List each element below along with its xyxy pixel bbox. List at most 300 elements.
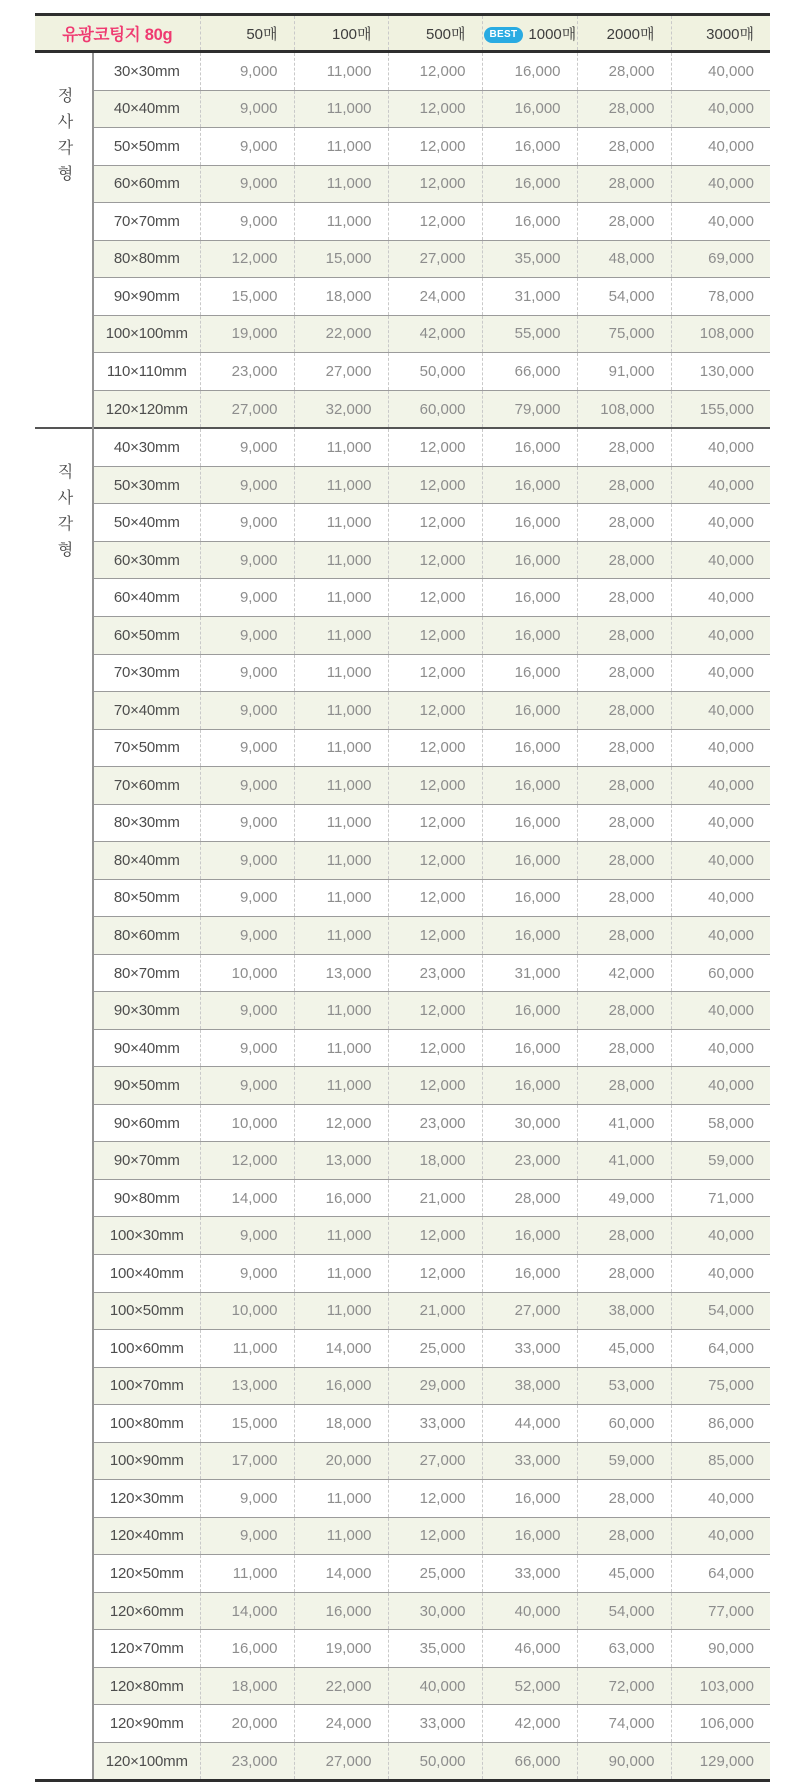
price-cell: 27,000 [482,1292,577,1330]
price-cell: 60,000 [388,390,482,428]
price-cell: 16,000 [482,203,577,241]
section-square [35,52,770,429]
price-cell: 9,000 [200,1517,294,1555]
price-cell: 16,000 [482,1217,577,1255]
table-row [35,390,770,428]
size-cell: 50×40mm [93,504,200,542]
price-cell: 11,000 [294,729,388,767]
size-cell: 70×30mm [93,654,200,692]
size-cell: 40×30mm [93,428,200,466]
table-row [35,240,770,278]
price-cell: 64,000 [671,1555,770,1593]
size-cell: 100×50mm [93,1292,200,1330]
table-row [35,1255,770,1293]
price-cell: 75,000 [671,1367,770,1405]
price-cell: 29,000 [388,1367,482,1405]
price-cell: 41,000 [577,1104,671,1142]
price-cell: 49,000 [577,1179,671,1217]
table-row [35,1330,770,1368]
size-cell: 90×60mm [93,1104,200,1142]
price-cell: 12,000 [388,203,482,241]
section-label-text: 직사각형 [55,463,72,568]
size-cell: 40×40mm [93,90,200,128]
table-row [35,692,770,730]
price-cell: 31,000 [482,278,577,316]
price-cell: 11,000 [294,466,388,504]
size-cell: 80×30mm [93,804,200,842]
price-cell: 27,000 [388,1442,482,1480]
table-row [35,992,770,1030]
price-cell: 28,000 [577,541,671,579]
price-cell: 28,000 [577,428,671,466]
price-cell: 12,000 [388,616,482,654]
table-row [35,165,770,203]
price-cell: 12,000 [388,879,482,917]
price-cell: 28,000 [577,1217,671,1255]
price-cell: 14,000 [200,1592,294,1630]
price-cell: 28,000 [577,1255,671,1293]
price-cell: 40,000 [671,579,770,617]
price-cell: 12,000 [388,917,482,955]
price-cell: 42,000 [388,315,482,353]
price-cell: 38,000 [577,1292,671,1330]
size-cell: 100×60mm [93,1330,200,1368]
price-cell: 9,000 [200,729,294,767]
price-cell: 38,000 [482,1367,577,1405]
price-cell: 14,000 [294,1555,388,1593]
price-cell: 9,000 [200,804,294,842]
price-cell: 12,000 [388,541,482,579]
size-cell: 30×30mm [93,52,200,91]
table-row [35,1667,770,1705]
price-cell: 16,000 [294,1592,388,1630]
price-cell: 9,000 [200,52,294,91]
price-cell: 19,000 [200,315,294,353]
price-cell: 40,000 [671,917,770,955]
size-cell: 90×80mm [93,1179,200,1217]
price-cell: 12,000 [388,804,482,842]
price-cell: 40,000 [671,1255,770,1293]
price-cell: 14,000 [200,1179,294,1217]
price-cell: 28,000 [577,842,671,880]
price-cell: 16,000 [482,579,577,617]
price-cell: 54,000 [577,1592,671,1630]
price-cell: 40,000 [671,692,770,730]
price-cell: 58,000 [671,1104,770,1142]
section-label [35,428,93,1781]
price-cell: 21,000 [388,1179,482,1217]
size-cell: 100×40mm [93,1255,200,1293]
price-cell: 9,000 [200,767,294,805]
price-cell: 33,000 [388,1705,482,1743]
price-cell: 9,000 [200,1029,294,1067]
price-cell: 40,000 [671,504,770,542]
price-cell: 12,000 [388,52,482,91]
price-cell: 18,000 [294,278,388,316]
size-cell: 120×120mm [93,390,200,428]
price-cell: 71,000 [671,1179,770,1217]
price-cell: 90,000 [671,1630,770,1668]
size-cell: 80×60mm [93,917,200,955]
price-cell: 11,000 [294,992,388,1030]
price-cell: 53,000 [577,1367,671,1405]
price-cell: 30,000 [388,1592,482,1630]
price-cell: 28,000 [577,917,671,955]
price-cell: 11,000 [294,90,388,128]
price-cell: 12,000 [388,654,482,692]
price-cell: 130,000 [671,353,770,391]
price-cell: 11,000 [294,1029,388,1067]
price-cell: 40,000 [671,203,770,241]
size-cell: 80×50mm [93,879,200,917]
price-cell: 9,000 [200,879,294,917]
price-cell: 16,000 [200,1630,294,1668]
price-cell: 11,000 [294,428,388,466]
price-cell: 16,000 [482,128,577,166]
size-cell: 90×40mm [93,1029,200,1067]
price-cell: 40,000 [671,842,770,880]
price-cell: 40,000 [671,616,770,654]
table-row [35,917,770,955]
price-cell: 12,000 [388,579,482,617]
size-cell: 120×30mm [93,1480,200,1518]
price-cell: 12,000 [388,128,482,166]
price-cell: 27,000 [294,1742,388,1781]
price-cell: 40,000 [671,992,770,1030]
price-cell: 11,000 [294,203,388,241]
price-cell: 11,000 [294,52,388,91]
price-cell: 14,000 [294,1330,388,1368]
price-cell: 11,000 [200,1330,294,1368]
size-cell: 80×70mm [93,954,200,992]
price-cell: 90,000 [577,1742,671,1781]
table-row [35,1067,770,1105]
price-cell: 25,000 [388,1555,482,1593]
price-cell: 9,000 [200,1067,294,1105]
price-cell: 11,000 [294,579,388,617]
price-cell: 21,000 [388,1292,482,1330]
price-cell: 40,000 [482,1592,577,1630]
price-cell: 28,000 [577,804,671,842]
price-cell: 28,000 [482,1179,577,1217]
price-cell: 24,000 [294,1705,388,1743]
price-cell: 9,000 [200,203,294,241]
price-cell: 16,000 [294,1179,388,1217]
price-cell: 9,000 [200,654,294,692]
price-cell: 72,000 [577,1667,671,1705]
size-cell: 60×60mm [93,165,200,203]
price-cell: 28,000 [577,504,671,542]
price-cell: 9,000 [200,842,294,880]
price-cell: 16,000 [482,541,577,579]
price-cell: 12,000 [388,729,482,767]
price-cell: 12,000 [388,992,482,1030]
price-cell: 9,000 [200,165,294,203]
price-cell: 12,000 [388,428,482,466]
price-cell: 9,000 [200,128,294,166]
price-cell: 28,000 [577,879,671,917]
table-row [35,1217,770,1255]
product-title: 유광코팅지 80g [35,15,200,52]
size-cell: 100×80mm [93,1405,200,1443]
price-cell: 66,000 [482,353,577,391]
price-cell: 50,000 [388,1742,482,1781]
price-cell: 86,000 [671,1405,770,1443]
price-cell: 16,000 [482,842,577,880]
price-cell: 78,000 [671,278,770,316]
size-cell: 70×60mm [93,767,200,805]
price-cell: 11,000 [294,128,388,166]
price-cell: 9,000 [200,579,294,617]
price-cell: 12,000 [388,90,482,128]
price-cell: 12,000 [388,165,482,203]
price-cell: 40,000 [671,1067,770,1105]
table-row [35,541,770,579]
column-header-1000 [482,15,577,52]
price-cell: 16,000 [482,992,577,1030]
price-cell: 16,000 [482,165,577,203]
price-cell: 60,000 [577,1405,671,1443]
price-cell: 40,000 [671,1217,770,1255]
price-cell: 48,000 [577,240,671,278]
price-cell: 12,000 [200,1142,294,1180]
table-row [35,1480,770,1518]
size-cell: 70×40mm [93,692,200,730]
price-cell: 108,000 [577,390,671,428]
price-cell: 69,000 [671,240,770,278]
price-cell: 40,000 [388,1667,482,1705]
price-cell: 12,000 [200,240,294,278]
table-row [35,1555,770,1593]
price-cell: 11,000 [294,879,388,917]
price-cell: 11,000 [294,917,388,955]
price-cell: 40,000 [671,52,770,91]
price-cell: 28,000 [577,579,671,617]
price-cell: 10,000 [200,1292,294,1330]
price-cell: 16,000 [482,1029,577,1067]
size-cell: 120×80mm [93,1667,200,1705]
size-cell: 110×110mm [93,353,200,391]
price-cell: 12,000 [388,692,482,730]
price-cell: 16,000 [482,90,577,128]
price-cell: 28,000 [577,654,671,692]
price-cell: 50,000 [388,353,482,391]
price-cell: 52,000 [482,1667,577,1705]
price-cell: 32,000 [294,390,388,428]
price-cell: 9,000 [200,1480,294,1518]
price-cell: 33,000 [482,1555,577,1593]
price-cell: 28,000 [577,1029,671,1067]
price-cell: 18,000 [294,1405,388,1443]
price-cell: 17,000 [200,1442,294,1480]
price-cell: 10,000 [200,954,294,992]
price-cell: 23,000 [200,1742,294,1781]
size-cell: 120×50mm [93,1555,200,1593]
price-cell: 11,000 [294,504,388,542]
price-cell: 11,000 [294,692,388,730]
header-row [35,15,770,52]
table-row [35,1367,770,1405]
price-cell: 63,000 [577,1630,671,1668]
price-cell: 75,000 [577,315,671,353]
price-cell: 12,000 [388,1255,482,1293]
table-row [35,504,770,542]
price-cell: 16,000 [482,729,577,767]
price-cell: 41,000 [577,1142,671,1180]
section-label-text: 정사각형 [55,87,72,191]
price-cell: 11,000 [294,804,388,842]
price-cell: 23,000 [200,353,294,391]
price-cell: 16,000 [482,879,577,917]
section-rectangle [35,428,770,1781]
price-cell: 30,000 [482,1104,577,1142]
table-row [35,353,770,391]
table-row [35,804,770,842]
price-cell: 40,000 [671,804,770,842]
size-cell: 100×90mm [93,1442,200,1480]
column-header-100: 100매 [294,15,388,52]
table-row [35,767,770,805]
price-cell: 16,000 [294,1367,388,1405]
size-cell: 100×30mm [93,1217,200,1255]
price-cell: 9,000 [200,1255,294,1293]
price-cell: 16,000 [482,917,577,955]
price-cell: 64,000 [671,1330,770,1368]
price-cell: 9,000 [200,541,294,579]
price-cell: 85,000 [671,1442,770,1480]
price-cell: 20,000 [294,1442,388,1480]
price-cell: 9,000 [200,992,294,1030]
price-cell: 40,000 [671,654,770,692]
price-cell: 9,000 [200,504,294,542]
price-cell: 22,000 [294,1667,388,1705]
price-cell: 18,000 [200,1667,294,1705]
price-cell: 40,000 [671,90,770,128]
price-cell: 28,000 [577,203,671,241]
table-row [35,1142,770,1180]
price-cell: 16,000 [482,767,577,805]
size-cell: 70×70mm [93,203,200,241]
price-cell: 10,000 [200,1104,294,1142]
size-cell: 100×100mm [93,315,200,353]
price-cell: 9,000 [200,466,294,504]
price-cell: 40,000 [671,767,770,805]
price-cell: 12,000 [388,842,482,880]
price-cell: 22,000 [294,315,388,353]
price-cell: 18,000 [388,1142,482,1180]
price-cell: 12,000 [294,1104,388,1142]
price-cell: 16,000 [482,1517,577,1555]
price-cell: 11,000 [294,654,388,692]
size-cell: 90×70mm [93,1142,200,1180]
price-cell: 13,000 [294,1142,388,1180]
price-cell: 28,000 [577,90,671,128]
size-cell: 120×70mm [93,1630,200,1668]
price-cell: 28,000 [577,616,671,654]
table-row [35,1179,770,1217]
price-cell: 12,000 [388,1217,482,1255]
price-cell: 28,000 [577,692,671,730]
price-cell: 11,000 [294,1067,388,1105]
price-cell: 16,000 [482,428,577,466]
price-cell: 74,000 [577,1705,671,1743]
price-cell: 16,000 [482,52,577,91]
price-cell: 9,000 [200,616,294,654]
table-row [35,203,770,241]
price-cell: 9,000 [200,428,294,466]
size-cell: 70×50mm [93,729,200,767]
size-cell: 90×90mm [93,278,200,316]
size-cell: 120×40mm [93,1517,200,1555]
price-cell: 91,000 [577,353,671,391]
price-cell: 12,000 [388,1067,482,1105]
price-cell: 59,000 [577,1442,671,1480]
price-cell: 9,000 [200,692,294,730]
size-cell: 60×30mm [93,541,200,579]
size-cell: 80×40mm [93,842,200,880]
price-cell: 40,000 [671,879,770,917]
price-cell: 40,000 [671,1480,770,1518]
price-cell: 16,000 [482,1480,577,1518]
price-cell: 27,000 [388,240,482,278]
price-cell: 108,000 [671,315,770,353]
size-cell: 60×50mm [93,616,200,654]
price-cell: 45,000 [577,1330,671,1368]
table-row [35,729,770,767]
price-cell: 24,000 [388,278,482,316]
price-cell: 35,000 [388,1630,482,1668]
table-row [35,1292,770,1330]
table-row [35,90,770,128]
price-cell: 129,000 [671,1742,770,1781]
price-cell: 45,000 [577,1555,671,1593]
price-cell: 28,000 [577,52,671,91]
price-cell: 12,000 [388,1480,482,1518]
price-cell: 11,000 [294,767,388,805]
table-row [35,879,770,917]
size-cell: 120×60mm [93,1592,200,1630]
price-cell: 40,000 [671,128,770,166]
price-cell: 16,000 [482,804,577,842]
price-cell: 54,000 [671,1292,770,1330]
pricing-table [35,13,770,1782]
column-header-500: 500매 [388,15,482,52]
size-cell: 90×50mm [93,1067,200,1105]
table-row [35,1405,770,1443]
column-header-2000: 2000매 [577,15,671,52]
price-cell: 60,000 [671,954,770,992]
price-cell: 12,000 [388,466,482,504]
table-row [35,1630,770,1668]
price-cell: 40,000 [671,165,770,203]
price-cell: 16,000 [482,466,577,504]
size-cell: 100×70mm [93,1367,200,1405]
price-cell: 15,000 [200,278,294,316]
price-cell: 9,000 [200,917,294,955]
size-cell: 50×50mm [93,128,200,166]
price-cell: 103,000 [671,1667,770,1705]
price-cell: 27,000 [200,390,294,428]
price-cell: 11,000 [294,1480,388,1518]
table-row [35,579,770,617]
price-cell: 9,000 [200,90,294,128]
price-cell: 28,000 [577,466,671,504]
price-cell: 12,000 [388,1517,482,1555]
price-cell: 12,000 [388,767,482,805]
price-cell: 11,000 [294,842,388,880]
price-cell: 11,000 [294,165,388,203]
price-cell: 40,000 [671,1029,770,1067]
